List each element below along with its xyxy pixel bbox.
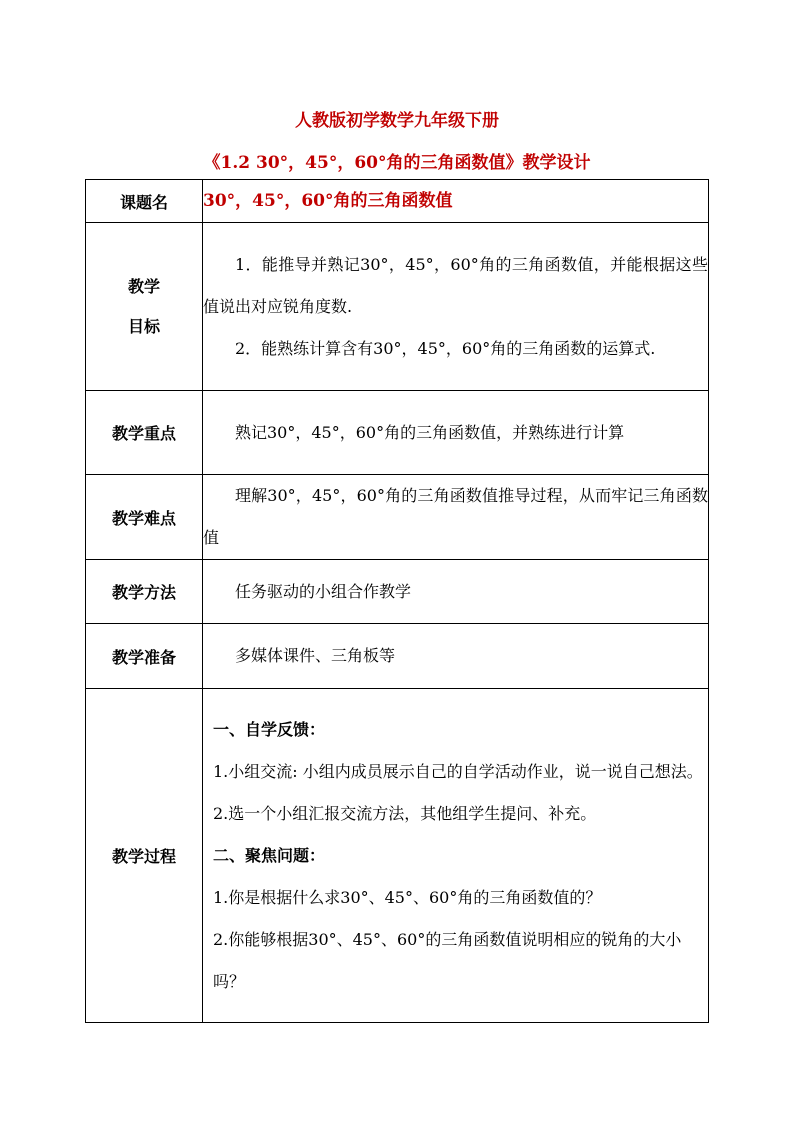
document-title: 人教版初学数学九年级下册: [295, 111, 499, 131]
section1-item: 2.选一个小组汇报交流方法，其他组学生提问、补充。: [213, 803, 597, 823]
document-subtitle: 《1.2 30°，45°，60°角的三角函数值》教学设计: [203, 153, 591, 173]
objectives-content: [203, 223, 709, 391]
section1-item: 1.小组交流: 小组内成员展示自己的自学活动作业，说一说自己想法。: [213, 761, 703, 781]
section2-item: 1.你是根据什么求30°、45°、60°角的三角函数值的？: [213, 887, 602, 907]
key-points-label: 教学重点: [86, 391, 203, 475]
process-content: [203, 689, 709, 1023]
methods-row: [86, 560, 709, 624]
objective-item: 1．能推导并熟记30°，45°，60°角的三角函数值，并能根据这些值说出对应锐角度数.: [203, 254, 708, 316]
section2-item: 2.你能够根据30°、45°、60°的三角函数值说明相应的锐角的大小吗？: [213, 929, 682, 991]
objectives-row: [86, 223, 709, 391]
methods-label: 教学方法: [86, 560, 203, 624]
process-row: [86, 689, 709, 1023]
lesson-plan-table: [85, 179, 709, 1023]
key-points-content: [203, 391, 709, 475]
key-points-row: [86, 391, 709, 475]
preparation-label: 教学准备: [86, 624, 203, 689]
objectives-label-line2: 目标: [127, 316, 160, 336]
difficulties-value: 理解30°，45°，60°角的三角函数值推导过程，从而牢记三角函数值: [203, 486, 708, 547]
methods-value: 任务驱动的小组合作教学: [235, 581, 412, 601]
topic-label: 课题名: [86, 180, 203, 223]
objectives-label-line1: 教学: [127, 276, 160, 296]
process-label: 教学过程: [86, 689, 203, 1023]
objective-item: 2．能熟练计算含有30°，45°，60°角的三角函数的运算式.: [235, 338, 656, 358]
key-points-value: 熟记30°，45°，60°角的三角函数值，并熟练进行计算: [235, 422, 625, 442]
section1-heading: 一、自学反馈：: [213, 719, 326, 739]
methods-content: [203, 560, 709, 624]
preparation-row: [86, 624, 709, 689]
difficulties-content: [203, 475, 709, 560]
difficulties-row: [86, 475, 709, 560]
topic-row: [86, 180, 709, 223]
section2-heading: 二、聚焦问题：: [213, 845, 326, 865]
objectives-label: [86, 223, 203, 391]
preparation-content: [203, 624, 709, 689]
preparation-value: 多媒体课件、三角板等: [235, 646, 396, 665]
difficulties-label: 教学难点: [86, 475, 203, 560]
topic-value: 30°，45°，60°角的三角函数值: [203, 180, 709, 223]
